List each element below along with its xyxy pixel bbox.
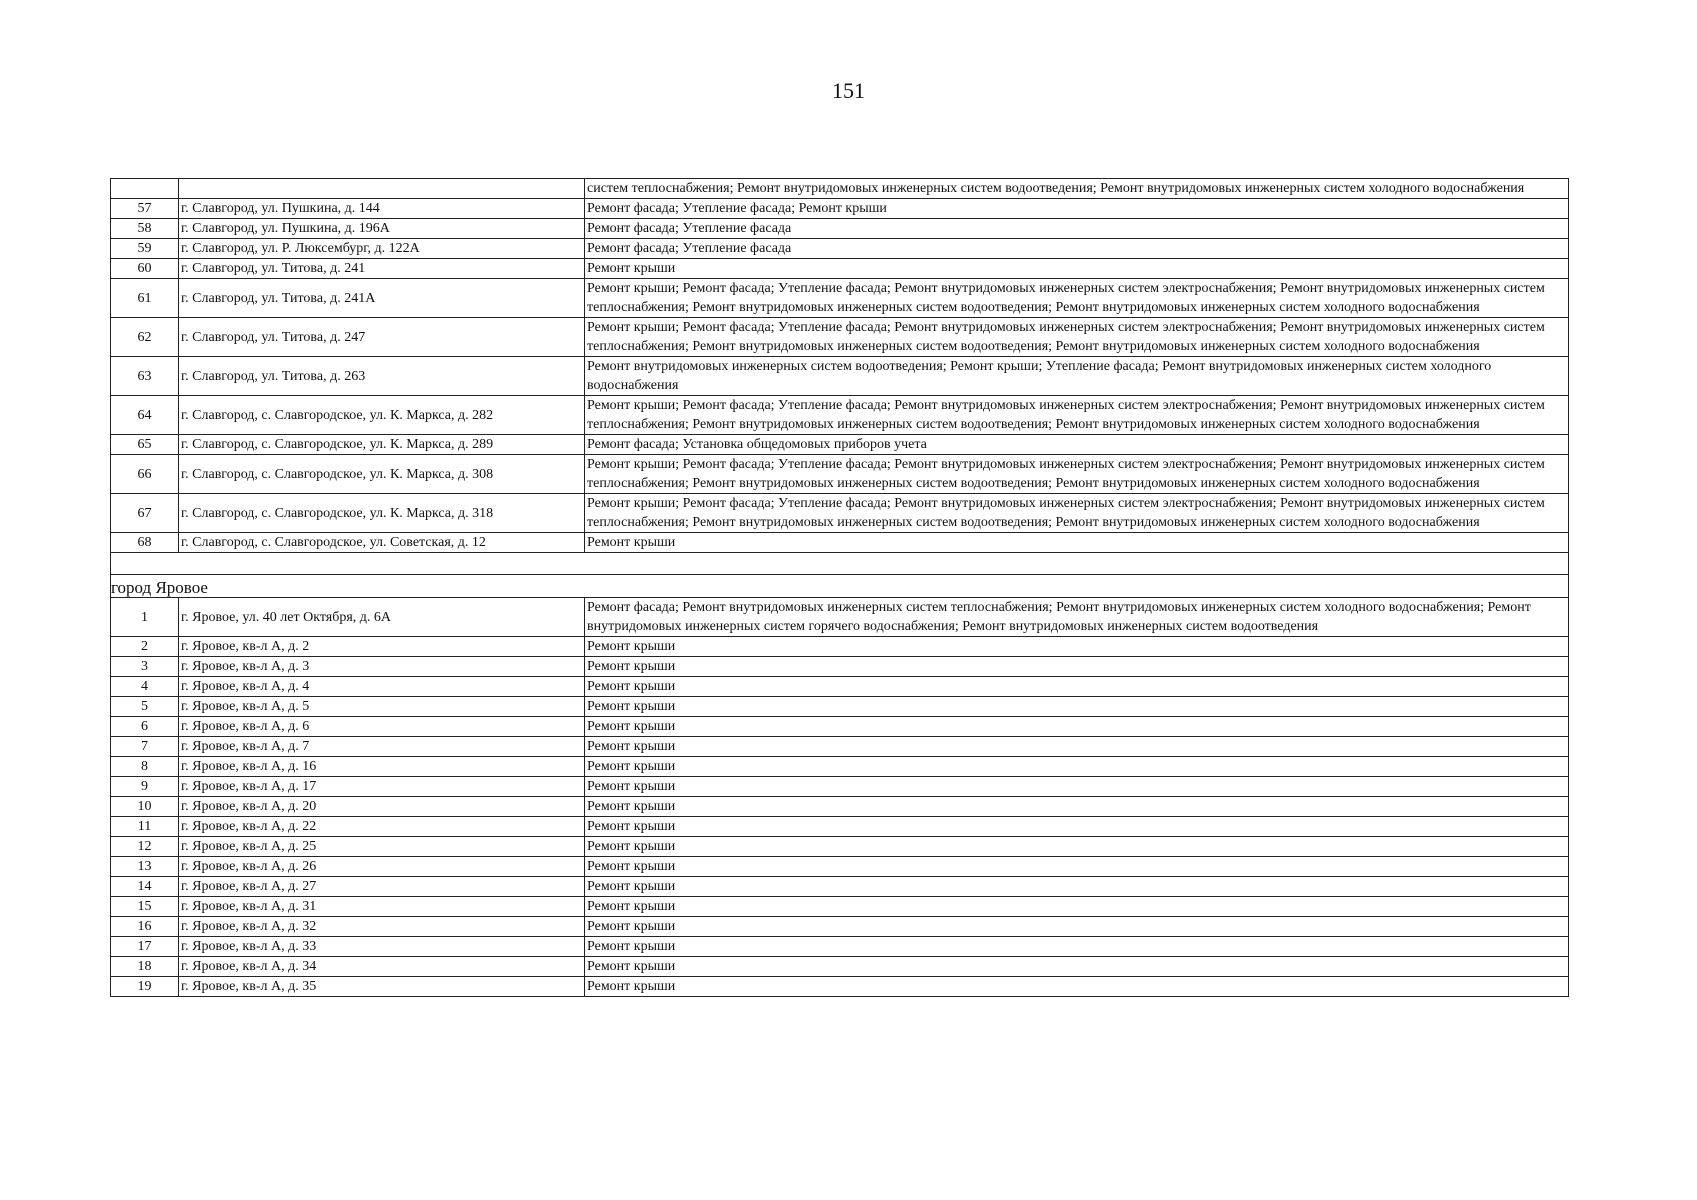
works-cell: Ремонт крыши <box>585 817 1569 837</box>
address-cell: г. Яровое, кв-л А, д. 4 <box>179 677 585 697</box>
row-number-cell: 8 <box>111 757 179 777</box>
row-number-cell: 2 <box>111 637 179 657</box>
table-row <box>111 219 1569 239</box>
row-number-cell: 57 <box>111 199 179 219</box>
works-cell: Ремонт крыши <box>585 677 1569 697</box>
row-number-cell: 65 <box>111 435 179 455</box>
address-cell: г. Славгород, ул. Титова, д. 247 <box>179 318 585 357</box>
works-cell: Ремонт фасада; Утепление фасада <box>585 239 1569 259</box>
address-cell <box>179 179 585 199</box>
table-row <box>111 737 1569 757</box>
table-row <box>111 837 1569 857</box>
row-number-cell: 5 <box>111 697 179 717</box>
address-cell: г. Славгород, с. Славгородское, ул. К. Маркса, д. 318 <box>179 494 585 533</box>
address-cell: г. Славгород, ул. Пушкина, д. 144 <box>179 199 585 219</box>
table-row <box>111 697 1569 717</box>
table-row <box>111 677 1569 697</box>
works-cell: Ремонт крыши <box>585 917 1569 937</box>
works-cell: Ремонт крыши <box>585 717 1569 737</box>
row-number-cell: 64 <box>111 396 179 435</box>
works-cell: Ремонт крыши <box>585 697 1569 717</box>
table-row <box>111 598 1569 637</box>
row-number-cell: 10 <box>111 797 179 817</box>
works-cell: Ремонт крыши <box>585 259 1569 279</box>
address-cell: г. Яровое, кв-л А, д. 5 <box>179 697 585 717</box>
row-number-cell: 62 <box>111 318 179 357</box>
works-cell: Ремонт крыши <box>585 737 1569 757</box>
table-row <box>111 977 1569 997</box>
row-number-cell: 1 <box>111 598 179 637</box>
address-cell: г. Яровое, кв-л А, д. 32 <box>179 917 585 937</box>
address-cell: г. Яровое, кв-л А, д. 33 <box>179 937 585 957</box>
row-number-cell: 12 <box>111 837 179 857</box>
table-row <box>111 817 1569 837</box>
address-cell: г. Славгород, ул. Титова, д. 263 <box>179 357 585 396</box>
table-row <box>111 637 1569 657</box>
spacer-row <box>111 553 1569 575</box>
table-row <box>111 857 1569 877</box>
works-cell: Ремонт крыши; Ремонт фасада; Утепление фасада; Ремонт внутридомовых инженерных систем электроснабжения; Ремонт внутридомовых инженерных систем теплоснабжения; Ремонт внутридомовых инженерных систем водоотведения; Ремонт внутридомовых инженерных систем холодного водоснабжения <box>585 318 1569 357</box>
address-cell: г. Славгород, с. Славгородское, ул. К. Маркса, д. 282 <box>179 396 585 435</box>
spacer-cell <box>111 553 1569 575</box>
works-cell: Ремонт фасада; Утепление фасада; Ремонт крыши <box>585 199 1569 219</box>
table-row <box>111 777 1569 797</box>
row-number-cell: 11 <box>111 817 179 837</box>
row-number-cell: 9 <box>111 777 179 797</box>
works-cell: Ремонт фасада; Утепление фасада <box>585 219 1569 239</box>
table-row <box>111 239 1569 259</box>
address-cell: г. Яровое, кв-л А, д. 17 <box>179 777 585 797</box>
works-cell: Ремонт крыши <box>585 857 1569 877</box>
works-cell: Ремонт крыши; Ремонт фасада; Утепление фасада; Ремонт внутридомовых инженерных систем электроснабжения; Ремонт внутридомовых инженерных систем теплоснабжения; Ремонт внутридомовых инженерных систем водоотведения; Ремонт внутридомовых инженерных систем холодного водоснабжения <box>585 279 1569 318</box>
works-cell: Ремонт крыши; Ремонт фасада; Утепление фасада; Ремонт внутридомовых инженерных систем электроснабжения; Ремонт внутридомовых инженерных систем теплоснабжения; Ремонт внутридомовых инженерных систем водоотведения; Ремонт внутридомовых инженерных систем холодного водоснабжения <box>585 494 1569 533</box>
works-cell: Ремонт фасада; Ремонт внутридомовых инженерных систем теплоснабжения; Ремонт внутридомовых инженерных систем холодного водоснабжения; Ремонт внутридомовых инженерных систем горячего водоснабжения; Ремонт внутридомовых инженерных систем водоотведения <box>585 598 1569 637</box>
table-row <box>111 957 1569 977</box>
works-cell: Ремонт крыши <box>585 897 1569 917</box>
row-number-cell <box>111 179 179 199</box>
table-row <box>111 897 1569 917</box>
address-cell: г. Яровое, кв-л А, д. 20 <box>179 797 585 817</box>
table-row <box>111 455 1569 494</box>
row-number-cell: 19 <box>111 977 179 997</box>
row-number-cell: 58 <box>111 219 179 239</box>
works-cell: Ремонт крыши <box>585 637 1569 657</box>
table-row <box>111 797 1569 817</box>
works-cell: Ремонт крыши; Ремонт фасада; Утепление фасада; Ремонт внутридомовых инженерных систем электроснабжения; Ремонт внутридомовых инженерных систем теплоснабжения; Ремонт внутридомовых инженерных систем водоотведения; Ремонт внутридомовых инженерных систем холодного водоснабжения <box>585 396 1569 435</box>
row-number-cell: 14 <box>111 877 179 897</box>
address-cell: г. Славгород, с. Славгородское, ул. К. Маркса, д. 308 <box>179 455 585 494</box>
table-row <box>111 533 1569 553</box>
address-cell: г. Славгород, ул. Титова, д. 241 <box>179 259 585 279</box>
row-number-cell: 67 <box>111 494 179 533</box>
works-table-body <box>111 179 1569 997</box>
address-cell: г. Славгород, ул. Р. Люксембург, д. 122А <box>179 239 585 259</box>
works-table <box>110 178 1569 997</box>
table-row <box>111 917 1569 937</box>
section-heading-row <box>111 575 1569 598</box>
page-number: 151 <box>832 78 865 103</box>
works-cell: Ремонт крыши; Ремонт фасада; Утепление фасада; Ремонт внутридомовых инженерных систем электроснабжения; Ремонт внутридомовых инженерных систем теплоснабжения; Ремонт внутридомовых инженерных систем водоотведения; Ремонт внутридомовых инженерных систем холодного водоснабжения <box>585 455 1569 494</box>
address-cell: г. Яровое, кв-л А, д. 3 <box>179 657 585 677</box>
row-number-cell: 7 <box>111 737 179 757</box>
works-cell: Ремонт крыши <box>585 757 1569 777</box>
address-cell: г. Яровое, кв-л А, д. 34 <box>179 957 585 977</box>
address-cell: г. Яровое, кв-л А, д. 35 <box>179 977 585 997</box>
row-number-cell: 59 <box>111 239 179 259</box>
row-number-cell: 6 <box>111 717 179 737</box>
works-cell: Ремонт крыши <box>585 777 1569 797</box>
address-cell: г. Яровое, кв-л А, д. 25 <box>179 837 585 857</box>
table-row <box>111 318 1569 357</box>
table-row-continuation <box>111 179 1569 199</box>
row-number-cell: 18 <box>111 957 179 977</box>
table-row <box>111 717 1569 737</box>
works-cell: Ремонт крыши <box>585 657 1569 677</box>
address-cell: г. Яровое, ул. 40 лет Октября, д. 6А <box>179 598 585 637</box>
address-cell: г. Славгород, ул. Титова, д. 241А <box>179 279 585 318</box>
works-cell: Ремонт крыши <box>585 533 1569 553</box>
row-number-cell: 60 <box>111 259 179 279</box>
works-cell: Ремонт крыши <box>585 977 1569 997</box>
row-number-cell: 4 <box>111 677 179 697</box>
row-number-cell: 15 <box>111 897 179 917</box>
address-cell: г. Славгород, с. Славгородское, ул. К. Маркса, д. 289 <box>179 435 585 455</box>
table-row <box>111 279 1569 318</box>
table-row <box>111 494 1569 533</box>
section-title: город Яровое <box>111 575 1569 598</box>
table-row <box>111 259 1569 279</box>
works-cell: Ремонт крыши <box>585 877 1569 897</box>
table-row <box>111 657 1569 677</box>
works-cell: Ремонт крыши <box>585 937 1569 957</box>
address-cell: г. Яровое, кв-л А, д. 2 <box>179 637 585 657</box>
works-cell: Ремонт крыши <box>585 957 1569 977</box>
row-number-cell: 63 <box>111 357 179 396</box>
table-row <box>111 937 1569 957</box>
works-cell: систем теплоснабжения; Ремонт внутридомовых инженерных систем водоотведения; Ремонт внутридомовых инженерных систем холодного водоснабжения <box>585 179 1569 199</box>
address-cell: г. Яровое, кв-л А, д. 27 <box>179 877 585 897</box>
works-cell: Ремонт крыши <box>585 797 1569 817</box>
works-cell: Ремонт фасада; Установка общедомовых приборов учета <box>585 435 1569 455</box>
row-number-cell: 61 <box>111 279 179 318</box>
address-cell: г. Славгород, ул. Пушкина, д. 196А <box>179 219 585 239</box>
address-cell: г. Яровое, кв-л А, д. 16 <box>179 757 585 777</box>
row-number-cell: 13 <box>111 857 179 877</box>
table-row <box>111 396 1569 435</box>
row-number-cell: 66 <box>111 455 179 494</box>
address-cell: г. Славгород, с. Славгородское, ул. Советская, д. 12 <box>179 533 585 553</box>
table-row <box>111 357 1569 396</box>
row-number-cell: 3 <box>111 657 179 677</box>
row-number-cell: 16 <box>111 917 179 937</box>
row-number-cell: 68 <box>111 533 179 553</box>
address-cell: г. Яровое, кв-л А, д. 31 <box>179 897 585 917</box>
address-cell: г. Яровое, кв-л А, д. 22 <box>179 817 585 837</box>
works-cell: Ремонт внутридомовых инженерных систем водоотведения; Ремонт крыши; Утепление фасада; Ремонт внутридомовых инженерных систем холодного водоснабжения <box>585 357 1569 396</box>
table-row <box>111 199 1569 219</box>
table-row <box>111 877 1569 897</box>
address-cell: г. Яровое, кв-л А, д. 7 <box>179 737 585 757</box>
table-row <box>111 757 1569 777</box>
works-cell: Ремонт крыши <box>585 837 1569 857</box>
table-row <box>111 435 1569 455</box>
row-number-cell: 17 <box>111 937 179 957</box>
address-cell: г. Яровое, кв-л А, д. 26 <box>179 857 585 877</box>
address-cell: г. Яровое, кв-л А, д. 6 <box>179 717 585 737</box>
